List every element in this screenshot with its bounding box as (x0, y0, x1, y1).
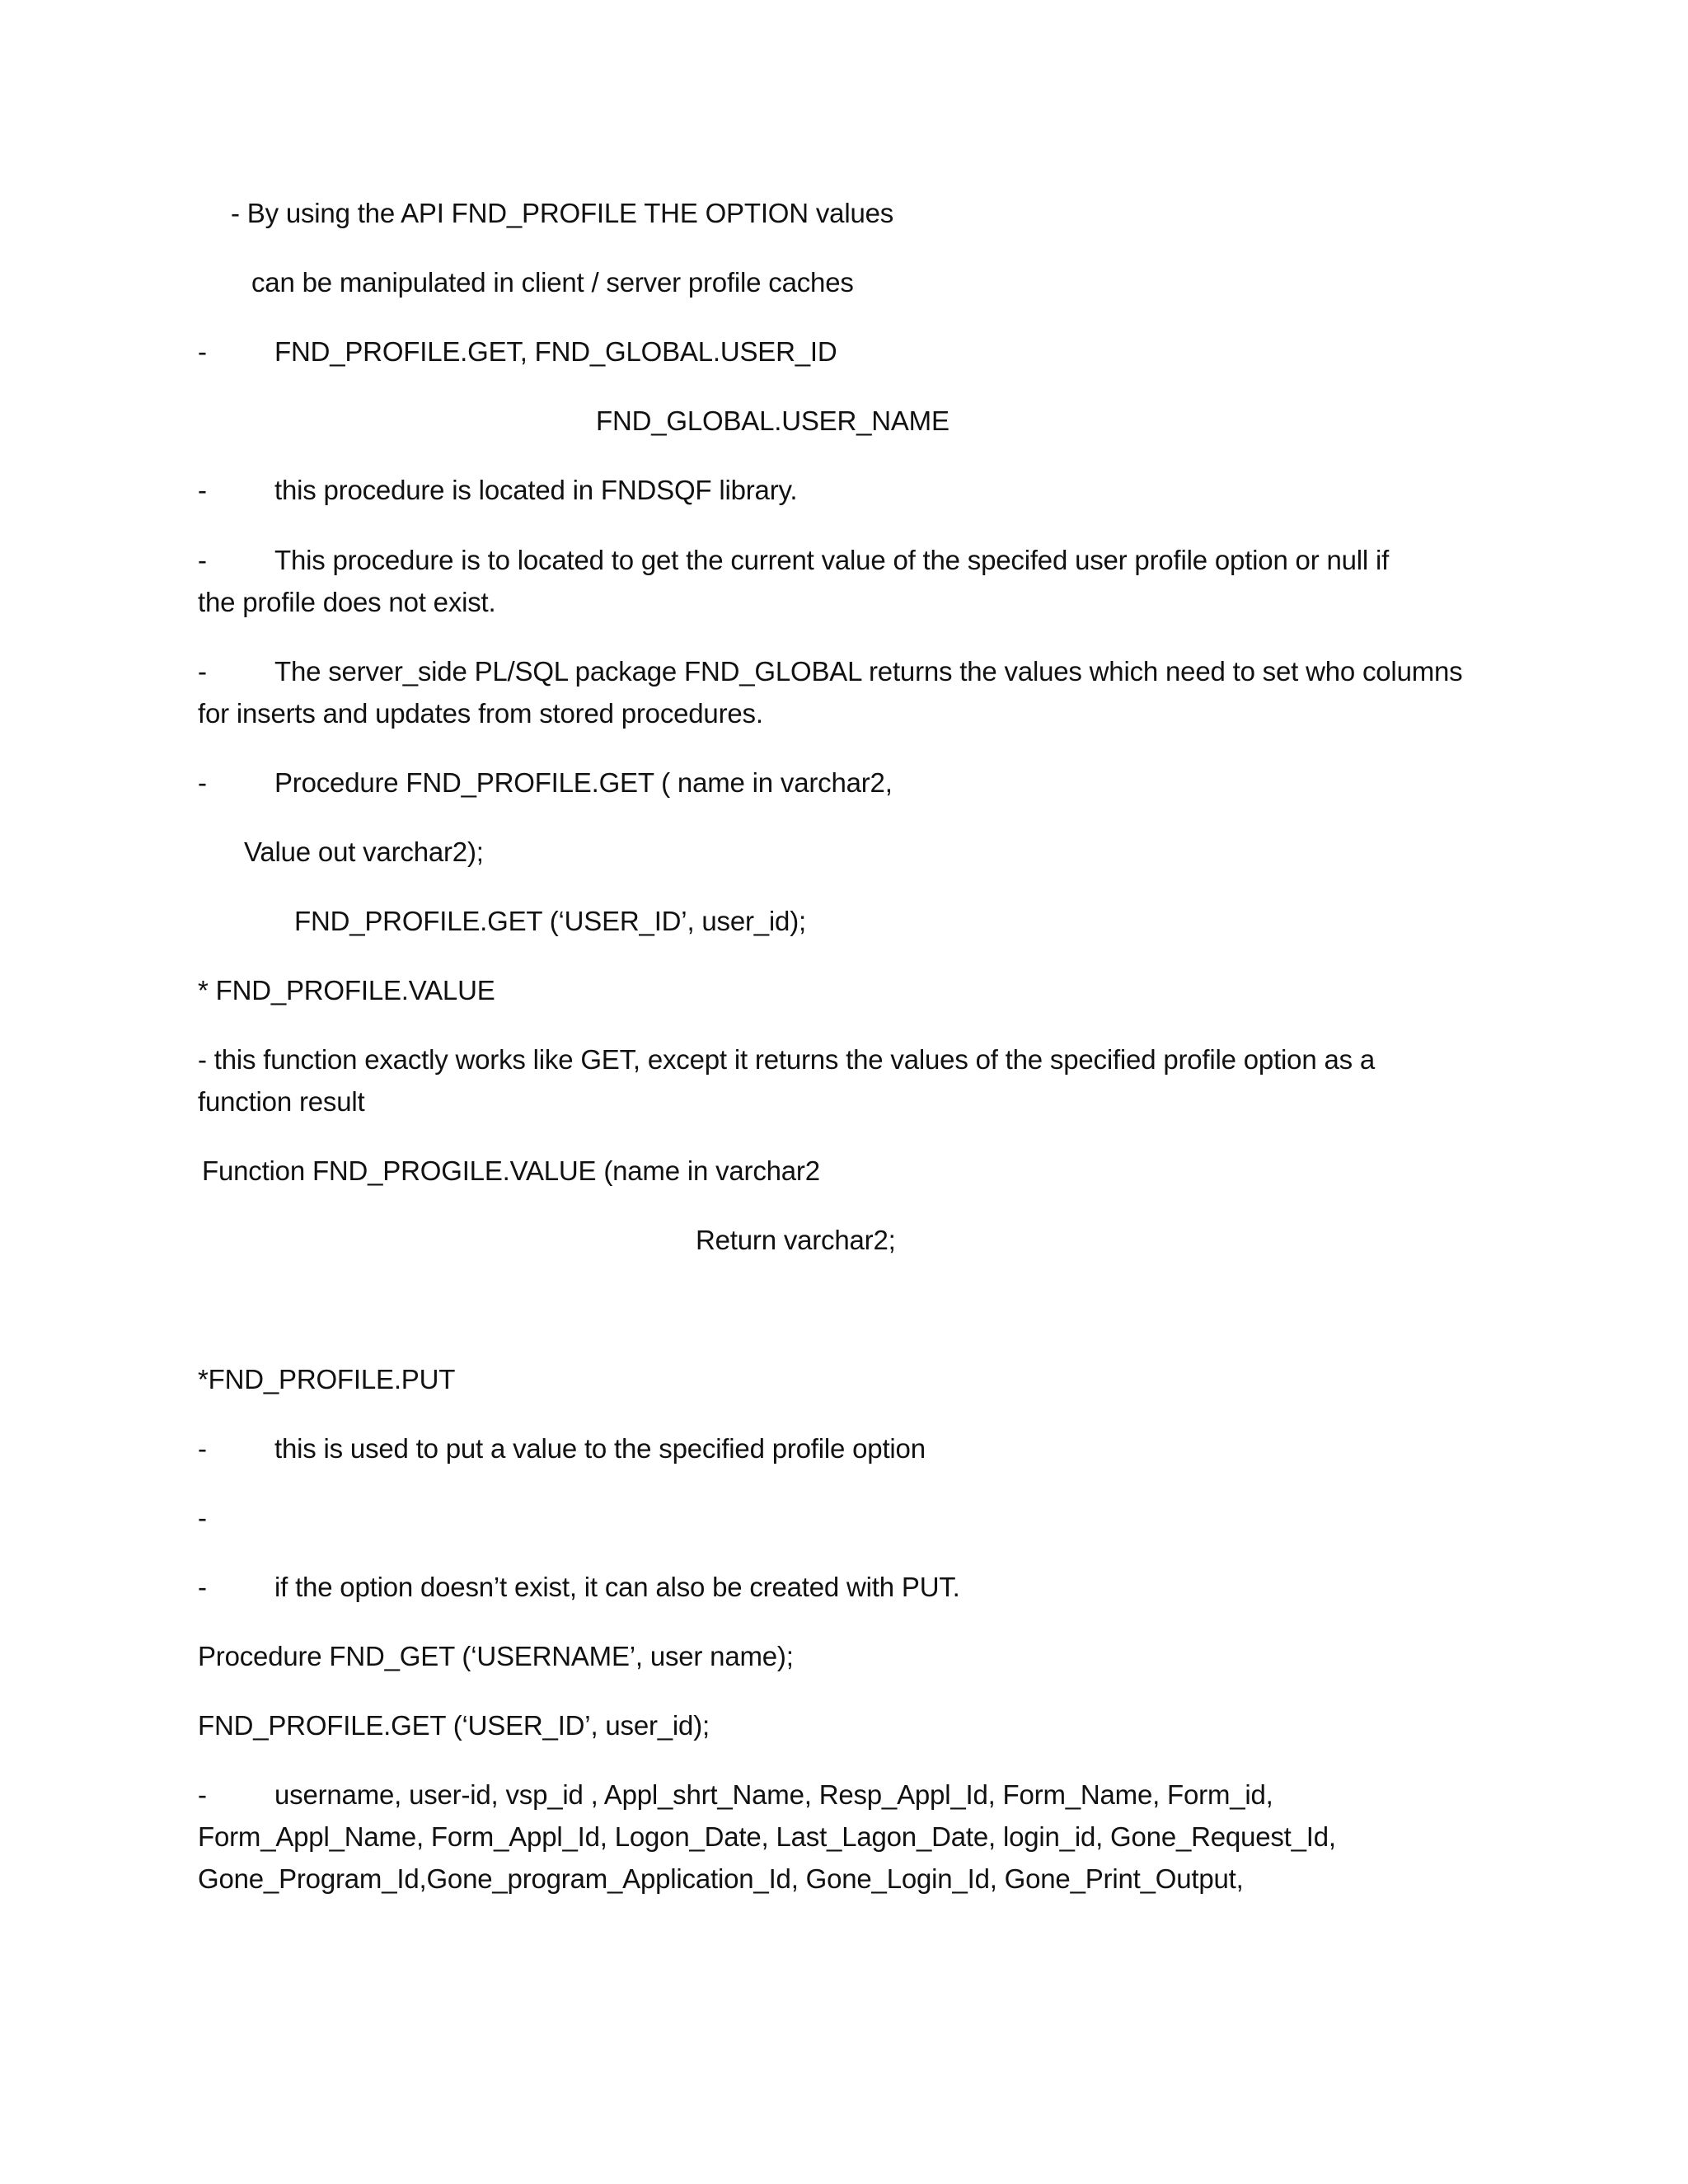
indented-line: FND_GLOBAL.USER_NAME (596, 405, 950, 436)
paragraph-line: - this function exactly works like GET, except it returns the values of the specified profile option as a (198, 1044, 1376, 1075)
section-heading: * FND_PROFILE.VALUE (198, 975, 495, 1005)
bullet-text: this is used to put a value to the specified profile option (274, 1433, 926, 1464)
bullet-dash: - (198, 545, 207, 575)
bullet-text: This procedure is to located to get the current value of the specifed user profile option or null if (274, 545, 1390, 575)
code-line: Value out varchar2); (244, 837, 484, 867)
bullet-text: username, user-id, vsp_id , Appl_shrt_Name, Resp_Appl_Id, Form_Name, Form_id, (274, 1779, 1273, 1810)
bullet-dash: - (198, 1502, 207, 1533)
code-line: Function FND_PROGILE.VALUE (name in varchar2 (202, 1155, 820, 1186)
bullet-continuation: the profile does not exist. (198, 587, 496, 617)
code-line: FND_PROFILE.GET (‘USER_ID’, user_id); (294, 906, 806, 936)
bullet-text: if the option doesn’t exist, it can also be created with PUT. (274, 1572, 960, 1602)
bullet-dash: - (198, 475, 207, 505)
intro-line-2: can be manipulated in client / server profile caches (251, 267, 854, 298)
code-line: Return varchar2; (696, 1225, 896, 1255)
bullet-dash: - (198, 767, 207, 798)
bullet-continuation: Form_Appl_Name, Form_Appl_Id, Logon_Date, Last_Lagon_Date, login_id, Gone_Request_Id, (198, 1821, 1336, 1852)
bullet-text: The server_side PL/SQL package FND_GLOBAL returns the values which need to set who columns (274, 656, 1463, 687)
bullet-dash: - (198, 1572, 207, 1602)
bullet-text: Procedure FND_PROFILE.GET ( name in varchar2, (274, 767, 893, 798)
code-line: FND_PROFILE.GET (‘USER_ID’, user_id); (198, 1710, 710, 1741)
paragraph-line: function result (198, 1086, 365, 1117)
intro-line-1: - By using the API FND_PROFILE THE OPTION values (231, 198, 894, 228)
bullet-continuation: for inserts and updates from stored procedures. (198, 698, 763, 729)
bullet-continuation: Gone_Program_Id,Gone_program_Application_Id, Gone_Login_Id, Gone_Print_Output, (198, 1863, 1244, 1894)
section-heading: *FND_PROFILE.PUT (198, 1364, 456, 1394)
bullet-dash: - (198, 336, 207, 367)
bullet-dash: - (198, 1779, 207, 1810)
bullet-text: this procedure is located in FNDSQF library. (274, 475, 798, 505)
bullet-text: FND_PROFILE.GET, FND_GLOBAL.USER_ID (274, 336, 837, 367)
bullet-dash: - (198, 1433, 207, 1464)
code-line: Procedure FND_GET (‘USERNAME’, user name); (198, 1641, 794, 1671)
bullet-dash: - (198, 656, 207, 687)
